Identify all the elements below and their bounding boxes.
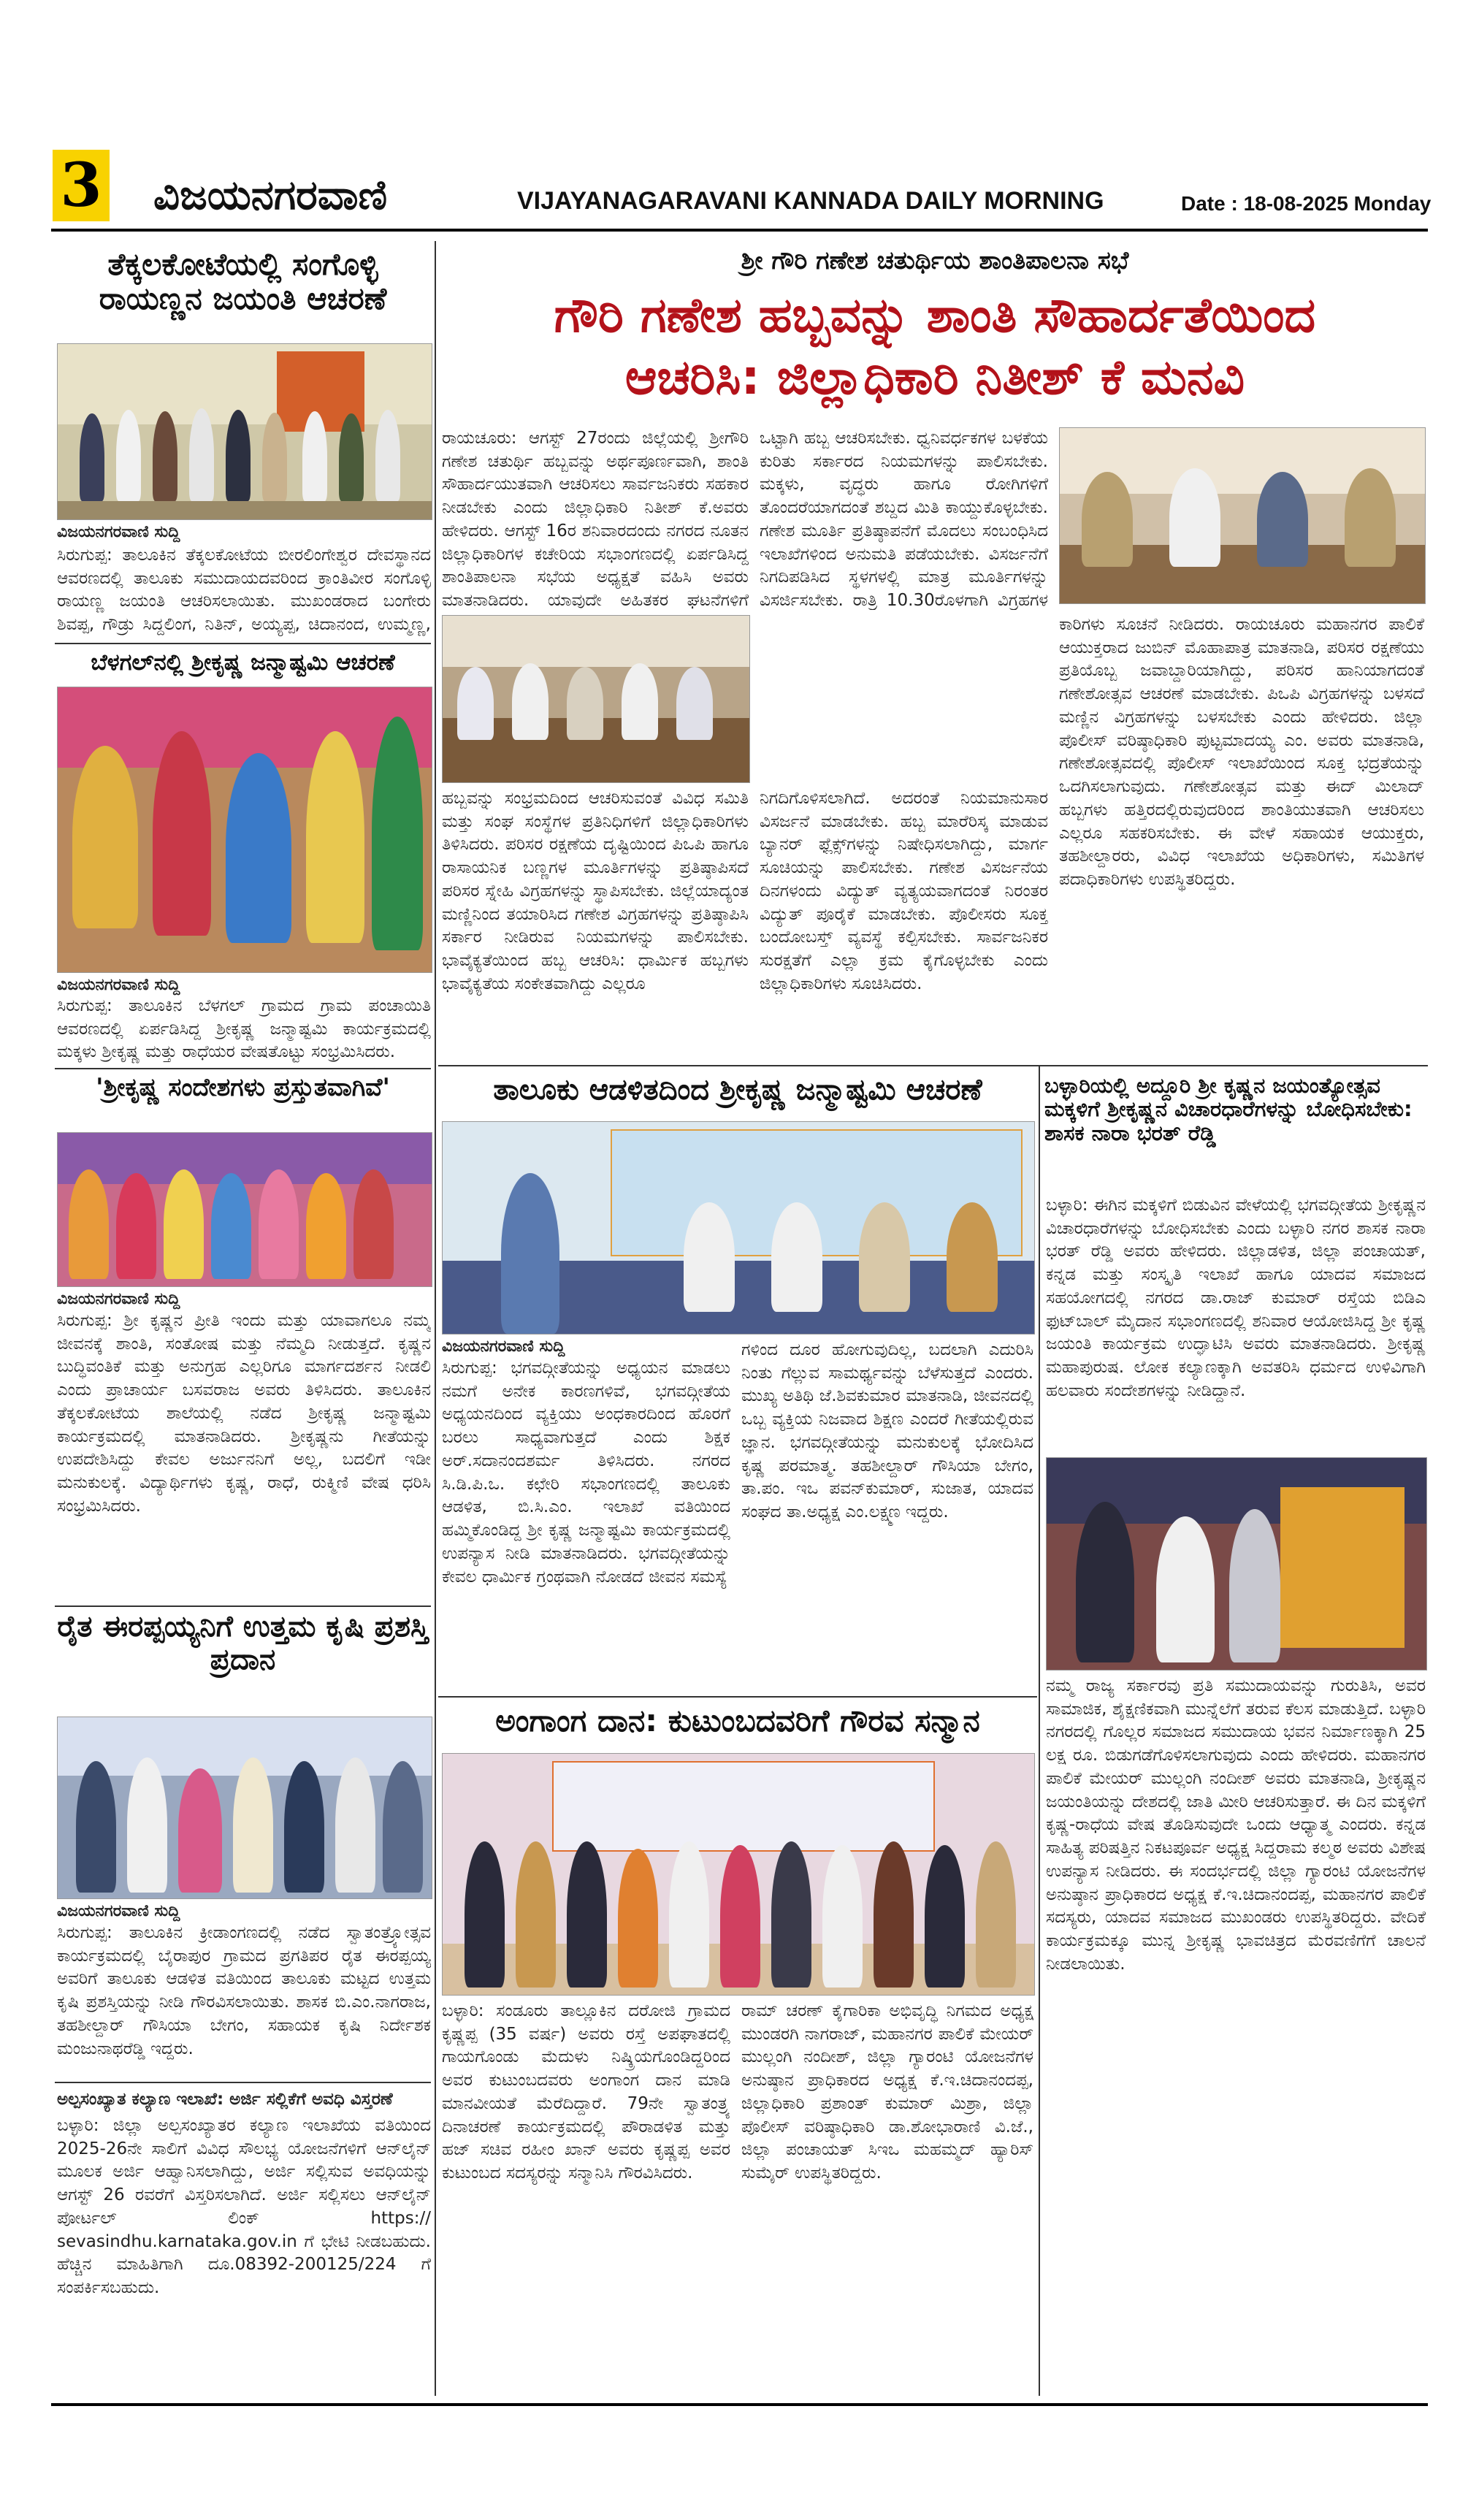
right-story1-headline: ಬಳ್ಳಾರಿಯಲ್ಲಿ ಅದ್ದೂರಿ ಶ್ರೀ ಕೃಷ್ಣನ ಜಯಂತ್ಯೋತ್ಸವ ಮಕ್ಕಳಿಗೆ ಶ್ರೀಕೃಷ್ಣನ ವಿಚಾರಧಾರೆಗಳನ್ನು ಬೋಧಿಸಬೇಕು: ಶಾಸಕ ನಾರಾ ಭರತ್ ರೆಡ್ಡಿ xyxy=(1044,1073,1413,1145)
left-story4-headline: ರೈತ ಈರಪ್ಪಯ್ಯನಿಗೆ ಉತ್ತಮ ಕೃಷಿ ಪ್ರಶಸ್ತಿ ಪ್ರದಾನ xyxy=(57,1610,429,1676)
center-story1-headline: ತಾಲೂಕು ಆಡಳಿತದಿಂದ ಶ್ರೀಕೃಷ್ಣ ಜನ್ಮಾಷ್ಟಮಿ ಆಚರಣೆ xyxy=(493,1073,982,1107)
lead-headline-line1: ಗೌರಿ ಗಣೇಶ ಹಬ್ಬವನ್ನು ಶಾಂತಿ ಸೌಹಾರ್ದತೆಯಿಂದ xyxy=(554,287,1316,343)
section-rule xyxy=(55,1605,431,1607)
section-rule xyxy=(55,643,431,644)
left-story2-headline: ಬೆಳಗಲ್‌ನಲ್ಲಿ ಶ್ರೀಕೃಷ್ಣ ಜನ್ಮಾಷ್ಟಮಿ ಆಚರಣೆ xyxy=(91,649,395,676)
left-story1-body: ಸಿರುಗುಪ್ಪ: ತಾಲೂಕಿನ ತೆಕ್ಕಲಕೋಟೆಯ ಬೀರಲಿಂಗೇಶ್ವರ ದೇವಸ್ಥಾನದ ಆವರಣದಲ್ಲಿ ತಾಲೂಕು ಸಮುದಾಯದವರಿಂದ ಕ್ರಾಂತಿವೀರ ಸಂಗೊಳ್ಳಿ ರಾಯಣ್ಣ ಜಯಂತಿ ಆಚರಿಸಲಾಯಿತು. ಮುಖಂಡರಾದ ಬಂಗೇರು ಶಿವಪ್ಪ, ಗೌಡ್ರು ಸಿದ್ದಲಿಂಗ, ನಿತಿನ್, ಅಯ್ಯಪ್ಪ, ಚಿದಾನಂದ, ಉಮ್ಮಣ್ಣ, xyxy=(57,546,431,635)
center-story1-col2: ಗಳಿಂದ ದೂರ ಹೋಗುವುದಿಲ್ಲ, ಬದಲಾಗಿ ಎದುರಿಸಿ ನಿಂತು ಗೆಲ್ಲುವ ಸಾಮರ್ಥ್ಯವನ್ನು ಬೆಳೆಸುತ್ತದೆ ಎಂದರು. ಮುಖ್ಯ ಅತಿಥಿ ಜೆ.ಶಿವಕುಮಾರ ಮಾತನಾಡಿ, ಜೀವನದಲ್ಲಿ ಒಬ್ಬ ವ್ಯಕ್ತಿಯ ನಿಜವಾದ ಶಿಕ್ಷಣ ಎಂದರೆ ಗೀತೆಯಲ್ಲಿರುವ ಜ್ಞಾನ. ಭಗವದ್ಗೀತೆಯನ್ನು ಮನುಕುಲಕ್ಕೆ ಭೋದಿಸಿದ ಕೃಷ್ಣ ಪರಮಾತ್ಮ. ತಹಶೀಲ್ದಾರ್ ಗೌಸಿಯಾ ಬೇಗಂ, ತಾ.ಪಂ. ಇಒ ಪವನ್‌ಕುಮಾರ್, ಸುಜಾತ, ಯಾದವ ಸಂಘದ ತಾ.ಅಧ್ಯಕ್ಷ ಎಂ.ಲಕ್ಷ್ಮಣ ಇದ್ದರು. xyxy=(741,1340,1033,1522)
left-story5-headline: ಅಲ್ಪಸಂಖ್ಯಾತ ಕಲ್ಯಾಣ ಇಲಾಖೆ: ಅರ್ಜಿ ಸಲ್ಲಿಕೆಗೆ ಅವಧಿ ವಿಸ್ತರಣೆ xyxy=(57,2090,393,2109)
section-rule xyxy=(438,1696,1037,1698)
lead-body-col1b: ಹಬ್ಬವನ್ನು ಸಂಭ್ರಮದಿಂದ ಆಚರಿಸುವಂತೆ ವಿವಿಧ ಸಮಿತಿ ಮತ್ತು ಸಂಘ ಸಂಸ್ಥೆಗಳ ಪ್ರತಿನಿಧಿಗಳಿಗೆ ಜಿಲ್ಲಾಧಿಕಾರಿಗಳು ತಿಳಿಸಿದರು. ಪರಿಸರ ರಕ್ಷಣೆಯ ದೃಷ್ಟಿಯಿಂದ ಪಿಒಪಿ ಹಾಗೂ ರಾಸಾಯನಿಕ ಬಣ್ಣಗಳ ಮೂರ್ತಿಗಳನ್ನು ಪ್ರತಿಷ್ಠಾಪಿಸದೆ ಪರಿಸರ ಸ್ನೇಹಿ ವಿಗ್ರಹಗಳನ್ನು ಸ್ಥಾಪಿಸಬೇಕು. ಜಿಲ್ಲೆಯಾದ್ಯಂತ ಮಣ್ಣಿನಿಂದ ತಯಾರಿಸಿದ ಗಣೇಶ ವಿಗ್ರಹಗಳನ್ನು ಪ್ರತಿಷ್ಠಾಪಿಸಿ ಸರ್ಕಾರ ನೀಡಿರುವ ನಿಯಮಗಳನ್ನು ಪಾಲಿಸಬೇಕು. ಭಾವೈಕ್ಯತೆಯಿಂದ ಹಬ್ಬ ಆಚರಿಸಿ: ಧಾರ್ಮಿಕ ಹಬ್ಬಗಳು ಭಾವೈಕ್ಯತೆಯ ಸಂಕೇತವಾಗಿದ್ದು ಎಲ್ಲರೂ xyxy=(442,789,749,993)
left-story3-body: ಸಿರುಗುಪ್ಪ: ಶ್ರೀ ಕೃಷ್ಣನ ಪ್ರೀತಿ ಇಂದು ಮತ್ತು ಯಾವಾಗಲೂ ನಮ್ಮ ಜೀವನಕ್ಕೆ ಶಾಂತಿ, ಸಂತೋಷ ಮತ್ತು ನೆಮ್ಮದಿ ನೀಡುತ್ತದೆ. ಕೃಷ್ಣನ ಬುದ್ಧಿವಂತಿಕೆ ಮತ್ತು ಅನುಗ್ರಹ ಎಲ್ಲರಿಗೂ ಮಾರ್ಗದರ್ಶನ ನೀಡಲಿ ಎಂದು ಪ್ರಾಚಾರ್ಯ ಬಸವರಾಜ ಅವರು ತಿಳಿಸಿದರು. ತಾಲೂಕಿನ ತೆಕ್ಕಲಕೋಟೆಯ ಶಾಲೆಯಲ್ಲಿ ನಡೆದ ಶ್ರೀಕೃಷ್ಣ ಜನ್ಮಾಷ್ಟಮಿ ಕಾರ್ಯಕ್ರಮದಲ್ಲಿ ಮಾತನಾಡಿದರು. ಶ್ರೀಕೃಷ್ಣನು ಗೀತೆಯನ್ನು ಉಪದೇಶಿಸಿದ್ದು ಕೇವಲ ಅರ್ಜುನನಿಗೆ ಅಲ್ಲ, ಬದಲಿಗೆ ಇಡೀ ಮನುಕುಲಕ್ಕೆ. ವಿದ್ಯಾರ್ಥಿಗಳು ಕೃಷ್ಣ, ರಾಧೆ, ರುಕ್ಮಿಣಿ ವೇಷ ಧರಿಸಿ ಸಂಭ್ರಮಿಸಿದರು. xyxy=(57,1311,431,1516)
center-story1-col1: ಸಿರುಗುಪ್ಪ: ಭಗವದ್ಗೀತೆಯನ್ನು ಅಧ್ಯಯನ ಮಾಡಲು ನಮಗೆ ಅನೇಕ ಕಾರಣಗಳಿವೆ, ಭಗವದ್ಗೀತೆಯ ಅಧ್ಯಯನದಿಂದ ವ್ಯಕ್ತಿಯು ಅಂಧಕಾರದಿಂದ ಹೊರಗೆ ಬರಲು ಸಾಧ್ಯವಾಗುತ್ತದೆ ಎಂದು ಶಿಕ್ಷಕ ಅರ್.ಸದಾನಂದಶರ್ಮ ತಿಳಿಸಿದರು. ನಗರದ ಸಿ.ಡಿ.ಪಿ.ಒ. ಕಛೇರಿ ಸಭಾಂಗಣದಲ್ಲಿ ತಾಲೂಕು ಆಡಳಿತ, ಬಿ.ಸಿ.ಎಂ. ಇಲಾಖೆ ವತಿಯಿಂದ ಹಮ್ಮಿಕೊಂಡಿದ್ದ ಶ್ರೀ ಕೃಷ್ಣ ಜನ್ಮಾಷ್ಟಮಿ ಕಾರ್ಯಕ್ರಮದಲ್ಲಿ ಉಪನ್ಯಾಸ ನೀಡಿ ಮಾತನಾಡಿದರು. ಭಗವದ್ಗೀತೆಯನ್ನು ಕೇವಲ ಧಾರ್ಮಿಕ ಗ್ರಂಥವಾಗಿ ನೋಡದೆ ಜೀವನ ಸಮಸ್ಯೆ xyxy=(442,1359,730,1587)
left-story1-photo xyxy=(57,343,432,520)
left-story4-body: ಸಿರುಗುಪ್ಪ: ತಾಲೂಕಿನ ಕ್ರೀಡಾಂಗಣದಲ್ಲಿ ನಡೆದ ಸ್ವಾತಂತ್ರ್ಯೋತ್ಸವ ಕಾರ್ಯಕ್ರಮದಲ್ಲಿ ಬೈರಾಪುರ ಗ್ರಾಮದ ಪ್ರಗತಿಪರ ರೈತ ಈರಪ್ಪಯ್ಯ ಅವರಿಗೆ ತಾಲೂಕು ಆಡಳಿತ ವತಿಯಿಂದ ತಾಲೂಕು ಮಟ್ಟದ ಉತ್ತಮ ಕೃಷಿ ಪ್ರಶಸ್ತಿಯನ್ನು ನೀಡಿ ಗೌರವಿಸಲಾಯಿತು. ಶಾಸಕ ಬಿ.ಎಂ.ನಾಗರಾಜ, ತಹಶೀಲ್ದಾರ್ ಗೌಸಿಯಾ ಬೇಗಂ, ಸಹಾಯಕ ಕೃಷಿ ನಿರ್ದೇಶಕ ಮಂಜುನಾಥರೆಡ್ಡಿ ಇದ್ದರು. xyxy=(57,1923,431,2058)
lead-kicker: ಶ್ರೀ ಗೌರಿ ಗಣೇಶ ಚತುರ್ಥಿಯ ಶಾಂತಿಪಾಲನಾ ಸಭೆ xyxy=(741,246,1129,275)
lead-headline-line2: ಆಚರಿಸಿ: ಜಿಲ್ಲಾಧಿಕಾರಿ ನಿತೀಶ್ ಕೆ ಮನವಿ xyxy=(624,349,1245,405)
lead-meeting-photo xyxy=(442,615,750,783)
left-story3-photo xyxy=(57,1132,432,1287)
left-story2-body: ಸಿರುಗುಪ್ಪ: ತಾಲೂಕಿನ ಬೆಳಗಲ್ ಗ್ರಾಮದ ಗ್ರಾಮ ಪಂಚಾಯಿತಿ ಆವರಣದಲ್ಲಿ ಏರ್ಪಡಿಸಿದ್ದ ಶ್ರೀಕೃಷ್ಣ ಜನ್ಮಾಷ್ಟಮಿ ಕಾರ್ಯಕ್ರಮದಲ್ಲಿ ಮಕ್ಕಳು ಶ್ರೀಕೃಷ್ಣ ಮತ್ತು ರಾಧೆಯರ ವೇಷತೊಟ್ಟು ಸಂಭ್ರಮಿಸಿದರು. xyxy=(57,996,431,1062)
masthead-english: VIJAYANAGARAVANI KANNADA DAILY MORNING xyxy=(517,187,1104,215)
left-story4-photo xyxy=(57,1717,432,1899)
lead-body-col2: ಒಟ್ಟಾಗಿ ಹಬ್ಬ ಆಚರಿಸಬೇಕು. ಧ್ವನಿವರ್ಧಕಗಳ ಬಳಕೆಯ ಕುರಿತು ಸರ್ಕಾರದ ನಿಯಮಗಳನ್ನು ಪಾಲಿಸಬೇಕು. ಮಕ್ಕಳು, ವೃದ್ಧರು ಹಾಗೂ ರೋಗಿಗಳಿಗೆ ತೊಂದರೆಯಾಗದಂತೆ ಶಬ್ದದ ಮಿತಿ ಕಾಯ್ದುಕೊಳ್ಳಬೇಕು. ಗಣೇಶ ಮೂರ್ತಿ ಪ್ರತಿಷ್ಠಾಪನೆಗೆ ಮೊದಲು ಸಂಬಂಧಿಸಿದ ಇಲಾಖೆಗಳಿಂದ ಅನುಮತಿ ಪಡೆಯಬೇಕು. ವಿಸರ್ಜನೆಗೆ ನಿಗದಿಪಡಿಸಿದ ಸ್ಥಳಗಳಲ್ಲಿ ಮಾತ್ರ ಮೂರ್ತಿಗಳನ್ನು ವಿಸರ್ಜಿಸಬೇಕು. ರಾತ್ರಿ 10.30ರೊಳಗಾಗಿ ವಿಗ್ರಹಗಳ xyxy=(760,429,1048,610)
center-story1-byline: ವಿಜಯನಗರವಾಣಿ ಸುದ್ದಿ xyxy=(442,1337,565,1356)
page-number: 3 xyxy=(53,150,110,221)
lead-body-col2b: ನಿಗದಿಗೊಳಿಸಲಾಗಿದೆ. ಅದರಂತೆ ನಿಯಮಾನುಸಾರ ವಿಸರ್ಜನೆ ಮಾಡಬೇಕು. ಹಬ್ಬ ಮಾರೆರಿಸ್ಕ ಮಾಡುವ ಬ್ಯಾನರ್ ಫ್ಲೆಕ್ಸ್‌ಗಳನ್ನು ನಿಷೇಧಿಸಲಾಗಿದ್ದು, ಮಾರ್ಗ ಸೂಚಿಯನ್ನು ಪಾಲಿಸಬೇಕು. ಗಣೇಶ ವಿಸರ್ಜನೆಯ ದಿನಗಳಂದು ವಿದ್ಯುತ್ ವ್ಯತ್ಯಯವಾಗದಂತೆ ನಿರಂತರ ವಿದ್ಯುತ್ ಪೂರೈಕೆ ಮಾಡಬೇಕು. ಪೊಲೀಸರು ಸೂಕ್ತ ಬಂದೋಬಸ್ತ್ ವ್ಯವಸ್ಥೆ ಕಲ್ಪಿಸಬೇಕು. ಸಾರ್ವಜನಿಕರ ಸುರಕ್ಷತೆಗೆ ಎಲ್ಲಾ ಕ್ರಮ ಕೈಗೊಳ್ಳಬೇಕು ಎಂದು ಜಿಲ್ಲಾಧಿಕಾರಿಗಳು ಸೂಚಿಸಿದರು. xyxy=(760,789,1048,993)
center-story1-photo xyxy=(442,1121,1035,1335)
center-story2-headline: ಅಂಗಾಂಗ ದಾನ: ಕುಟುಂಬದವರಿಗೆ ಗೌರವ ಸನ್ಮಾನ xyxy=(495,1703,980,1738)
header-rule xyxy=(51,229,1428,232)
right-story1-body: ಬಳ್ಳಾರಿ: ಈಗಿನ ಮಕ್ಕಳಿಗೆ ಬಿಡುವಿನ ವೇಳೆಯಲ್ಲಿ ಭಗವದ್ಗೀತೆಯ ಶ್ರೀಕೃಷ್ಣನ ವಿಚಾರಧಾರೆಗಳನ್ನು ಬೋಧಿಸಬೇಕು ಎಂದು ಬಳ್ಳಾರಿ ನಗರ ಶಾಸಕ ನಾರಾ ಭರತ್ ರೆಡ್ಡಿ ಅವರು ಹೇಳಿದರು. ಜಿಲ್ಲಾಡಳಿತ, ಜಿಲ್ಲಾ ಪಂಚಾಯತ್, ಕನ್ನಡ ಮತ್ತು ಸಂಸ್ಕೃತಿ ಇಲಾಖೆ ಹಾಗೂ ಯಾದವ ಸಮಾಜದ ಸಹಯೋಗದಲ್ಲಿ ನಗರದ ಡಾ.ರಾಜ್ ಕುಮಾರ್ ರಸ್ತೆಯ ಬಿಡಿಎ ಫುಟ್‌ಬಾಲ್ ಮೈದಾನ ಸಭಾಂಗಣದಲ್ಲಿ ಶನಿವಾರ ಆಯೋಜಿಸಿದ್ದ ಶ್ರೀ ಕೃಷ್ಣ ಜಯಂತಿ ಕಾರ್ಯಕ್ರಮ ಉದ್ಘಾಟಿಸಿ ಅವರು ಮಾತನಾಡಿದರು. ಶ್ರೀಕೃಷ್ಣ ಮಹಾಪುರುಷ. ಲೋಕ ಕಲ್ಯಾಣಕ್ಕಾಗಿ ಅವತರಿಸಿ ಧರ್ಮದ ಉಳಿವಿಗಾಗಿ ಹಲವಾರು ಸಂದೇಶಗಳನ್ನು ನೀಡಿದ್ದಾನೆ. xyxy=(1046,1196,1426,1400)
lead-body-col3: ಕಾರಿಗಳು ಸೂಚನೆ ನೀಡಿದರು. ರಾಯಚೂರು ಮಹಾನಗರ ಪಾಲಿಕೆ ಆಯುಕ್ತರಾದ ಜುಬಿನ್ ಮೊಹಾಪಾತ್ರ ಮಾತನಾಡಿ, ಪರಿಸರ ರಕ್ಷಣೆಯು ಪ್ರತಿಯೊಬ್ಬ ಜವಾಬ್ದಾರಿಯಾಗಿದ್ದು, ಪರಿಸರ ಹಾನಿಯಾಗದಂತೆ ಗಣೇಶೋತ್ಸವ ಆಚರಣೆ ಮಾಡಬೇಕು. ಪಿಒಪಿ ವಿಗ್ರಹಗಳನ್ನು ಬಳಸದೆ ಮಣ್ಣಿನ ವಿಗ್ರಹಗಳನ್ನು ಬಳಸಬೇಕು ಎಂದು ಹೇಳಿದರು. ಜಿಲ್ಲಾ ಪೊಲೀಸ್ ವರಿಷ್ಠಾಧಿಕಾರಿ ಪುಟ್ಟಮಾದಯ್ಯ ಎಂ. ಅವರು ಮಾತನಾಡಿ, ಗಣೇಶೋತ್ಸವದಲ್ಲಿ ಪೊಲೀಸ್ ಇಲಾಖೆಯಿಂದ ಸೂಕ್ತ ಭದ್ರತೆಯನ್ನು ಒದಗಿಸಲಾಗುವುದು. ಗಣೇಶೋತ್ಸವ ಮತ್ತು ಈದ್ ಮಿಲಾದ್ ಹಬ್ಬಗಳು ಹತ್ತಿರದಲ್ಲಿರುವುದರಿಂದ ಶಾಂತಿಯುತವಾಗಿ ಆಚರಿಸಲು ಎಲ್ಲರೂ ಸಹಕರಿಸಬೇಕು. ಈ ವೇಳೆ ಸಹಾಯಕ ಆಯುಕ್ತರು, ತಹಶೀಲ್ದಾರರು, ವಿವಿಧ ಇಲಾಖೆಯ ಅಧಿಕಾರಿಗಳು, ಸಮಿತಿಗಳ ಪದಾಧಿಕಾರಿಗಳು ಉಪಸ್ಥಿತರಿದ್ದರು. xyxy=(1059,615,1424,890)
left-story1-headline: ತೆಕ್ಕಲಕೋಟೆಯಲ್ಲಿ ಸಂಗೊಳ್ಳಿ ರಾಯಣ್ಣನ ಜಯಂತಿ ಆಚರಣೆ xyxy=(99,246,387,317)
left-story3-byline: ವಿಜಯನಗರವಾಣಿ ಸುದ್ದಿ xyxy=(57,1290,180,1308)
column-divider xyxy=(1039,1066,1040,2396)
section-rule xyxy=(438,1065,1428,1066)
left-story4-byline: ವಿಜಯನಗರವಾಣಿ ಸುದ್ದಿ xyxy=(57,1902,180,1920)
right-story1-photo xyxy=(1046,1457,1427,1671)
left-story1-byline: ವಿಜಯನಗರವಾಣಿ ಸುದ್ದಿ xyxy=(57,523,180,541)
section-rule xyxy=(55,2082,431,2083)
center-story2-col2: ರಾಮ್ ಚರಣ್ ಕೈಗಾರಿಕಾ ಅಭಿವೃದ್ಧಿ ನಿಗಮದ ಅಧ್ಯಕ್ಷ ಮುಂಡರಗಿ ನಾಗರಾಜ್, ಮಹಾನಗರ ಪಾಲಿಕೆ ಮೇಯರ್ ಮುಲ್ಲಂಗಿ ನಂದೀಶ್, ಜಿಲ್ಲಾ ಗ್ಯಾರಂಟಿ ಯೋಜನೆಗಳ ಅನುಷ್ಠಾನ ಪ್ರಾಧಿಕಾರದ ಅಧ್ಯಕ್ಷ ಕೆ.ಇ.ಚಿದಾನಂದಪ್ಪ, ಜಿಲ್ಲಾಧಿಕಾರಿ ಪ್ರಶಾಂತ್ ಕುಮಾರ್ ಮಿಶ್ರಾ, ಜಿಲ್ಲಾ ಪೊಲೀಸ್ ವರಿಷ್ಠಾಧಿಕಾರಿ ಡಾ.ಶೋಭಾರಾಣಿ ವಿ.ಜೆ., ಜಿಲ್ಲಾ ಪಂಚಾಯತ್ ಸಿಇಒ ಮಹಮ್ಮದ್ ಹ್ಯಾರಿಸ್ ಸುಮೈರ್ ಉಪಸ್ಥಿತರಿದ್ದರು. xyxy=(741,2001,1033,2183)
center-story2-photo xyxy=(442,1753,1035,1996)
left-story2-photo xyxy=(57,687,432,973)
left-story5-body: ಬಳ್ಳಾರಿ: ಜಿಲ್ಲಾ ಅಲ್ಪಸಂಖ್ಯಾತರ ಕಲ್ಯಾಣ ಇಲಾಖೆಯ ವತಿಯಿಂದ 2025-26ನೇ ಸಾಲಿಗೆ ವಿವಿಧ ಸೌಲಭ್ಯ ಯೋಜನೆಗಳಿಗೆ ಆನ್‌ಲೈನ್ ಮೂಲಕ ಅರ್ಜಿ ಆಹ್ವಾನಿಸಲಾಗಿದ್ದು, ಅರ್ಜಿ ಸಲ್ಲಿಸುವ ಅವಧಿಯನ್ನು ಆಗಸ್ಟ್ 26 ರವರೆಗೆ ವಿಸ್ತರಿಸಲಾಗಿದೆ. ಅರ್ಜಿ ಸಲ್ಲಿಸಲು ಆನ್‌ಲೈನ್ ಪೋರ್ಟಲ್ ಲಿಂಕ್ https:// sevasindhu.karnataka.gov.in ಗೆ ಭೇಟಿ ನೀಡಬಹುದು. ಹೆಚ್ಚಿನ ಮಾಹಿತಿಗಾಗಿ ದೂ.08392-200125/224 ಗೆ ಸಂಪರ್ಕಿಸಬಹುದು. xyxy=(57,2116,431,2298)
left-story3-headline: 'ಶ್ರೀಕೃಷ್ಣ ಸಂದೇಶಗಳು ಪ್ರಸ್ತುತವಾಗಿವೆ' xyxy=(96,1073,390,1102)
center-story2-col1: ಬಳ್ಳಾರಿ: ಸಂಡೂರು ತಾಲ್ಲೂಕಿನ ದರೋಜಿ ಗ್ರಾಮದ ಕೃಷ್ಣಪ್ಪ (35 ವರ್ಷ) ಅವರು ರಸ್ತೆ ಅಪಘಾತದಲ್ಲಿ ಗಾಯಗೊಂಡು ಮೆದುಳು ನಿಷ್ಕ್ರಿಯಗೊಂಡಿದ್ದರಿಂದ ಅವರ ಕುಟುಂಬದವರು ಅಂಗಾಂಗ ದಾನ ಮಾಡಿ ಮಾನವೀಯತೆ ಮೆರೆದಿದ್ದಾರೆ. 79ನೇ ಸ್ವಾತಂತ್ರ್ಯ ದಿನಾಚರಣೆ ಕಾರ್ಯಕ್ರಮದಲ್ಲಿ ಪೌರಾಡಳಿತ ಮತ್ತು ಹಜ್ ಸಚಿವ ರಹೀಂ ಖಾನ್ ಅವರು ಕೃಷ್ಣಪ್ಪ ಅವರ ಕುಟುಂಬದ ಸದಸ್ಯರನ್ನು ಸನ್ಮಾನಿಸಿ ಗೌರವಿಸಿದರು. xyxy=(442,2001,730,2183)
lead-officials-photo xyxy=(1059,427,1426,604)
footer-rule xyxy=(51,2403,1428,2406)
issue-date: Date : 18-08-2025 Monday xyxy=(1181,192,1432,215)
column-divider xyxy=(435,241,436,2396)
right-story1-body-b: ನಮ್ಮ ರಾಜ್ಯ ಸರ್ಕಾರವು ಪ್ರತಿ ಸಮುದಾಯವನ್ನು ಗುರುತಿಸಿ, ಅವರ ಸಾಮಾಜಿಕ, ಶೈಕ್ಷಣಿಕವಾಗಿ ಮುನ್ನೆಲೆಗೆ ತರುವ ಕೆಲಸ ಮಾಡುತ್ತಿದೆ. ಬಳ್ಳಾರಿ ನಗರದಲ್ಲಿ ಗೊಲ್ಲರ ಸಮಾಜದ ಸಮುದಾಯ ಭವನ ನಿರ್ಮಾಣಕ್ಕಾಗಿ 25 ಲಕ್ಷ ರೂ. ಬಿಡುಗಡೆಗೊಳಿಸಲಾಗುವುದು ಎಂದು ಹೇಳಿದರು. ಮಹಾನಗರ ಪಾಲಿಕೆ ಮೇಯರ್ ಮುಲ್ಲಂಗಿ ನಂದೀಶ್ ಅವರು ಮಾತನಾಡಿ, ಶ್ರೀಕೃಷ್ಣನ ಜಯಂತಿಯನ್ನು ದೇಶದಲ್ಲಿ ಜಾತಿ ಮೀರಿ ಆಚರಿಸುತ್ತಾರೆ. ಈ ದಿನ ಮಕ್ಕಳಿಗೆ ಕೃಷ್ಣ-ರಾಧೆಯ ವೇಷ ತೊಡಿಸುವುದೇ ಒಂದು ಆಧ್ಯಾತ್ಮ ಎಂದರು. ಕನ್ನಡ ಸಾಹಿತ್ಯ ಪರಿಷತ್ತಿನ ನಿಕಟಪೂರ್ವ ಅಧ್ಯಕ್ಷ ಸಿದ್ದರಾಮ ಕಲ್ಮಠ ಅವರು ವಿಶೇಷ ಉಪನ್ಯಾಸ ನೀಡಿದರು. ಈ ಸಂದರ್ಭದಲ್ಲಿ ಜಿಲ್ಲಾ ಗ್ಯಾರಂಟಿ ಯೋಜನೆಗಳ ಅನುಷ್ಠಾನ ಪ್ರಾಧಿಕಾರದ ಅಧ್ಯಕ್ಷ ಕೆ.ಇ.ಚಿದಾನಂದಪ್ಪ, ಮಹಾನಗರ ಪಾಲಿಕೆ ಸದಸ್ಯರು, ಯಾದವ ಸಮಾಜದ ಮುಖಂಡರು ಉಪಸ್ಥಿತರಿದ್ದರು. ವೇದಿಕೆ ಕಾರ್ಯಕ್ರಮಕ್ಕೂ ಮುನ್ನ ಶ್ರೀಕೃಷ್ಣ ಭಾವಚಿತ್ರದ ಮೆರವಣಿಗೆಗೆ ಚಾಲನೆ ನೀಡಲಾಯಿತು. xyxy=(1046,1676,1426,1974)
masthead-kannada: ವಿಜಯನಗರವಾಣಿ xyxy=(153,172,388,219)
lead-body-col1: ರಾಯಚೂರು: ಆಗಸ್ಟ್ 27ರಂದು ಜಿಲ್ಲೆಯಲ್ಲಿ ಶ್ರೀಗೌರಿ ಗಣೇಶ ಚತುರ್ಥಿ ಹಬ್ಬವನ್ನು ಅರ್ಥಪೂರ್ಣವಾಗಿ, ಶಾಂತಿ ಸೌಹಾರ್ದಯುತವಾಗಿ ಆಚರಿಸಲು ಸಾರ್ವಜನಿಕರು ಸಹಕಾರ ನೀಡಬೇಕು ಎಂದು ಜಿಲ್ಲಾಧಿಕಾರಿ ನಿತೀಶ್ ಕೆ.ಅವರು ಹೇಳಿದರು. ಆಗಸ್ಟ್ 16ರ ಶನಿವಾರದಂದು ನಗರದ ನೂತನ ಜಿಲ್ಲಾಧಿಕಾರಿಗಳ ಕಚೇರಿಯ ಸಭಾಂಗಣದಲ್ಲಿ ಏರ್ಪಡಿಸಿದ್ದ ಶಾಂತಿಪಾಲನಾ ಸಭೆಯ ಅಧ್ಯಕ್ಷತೆ ವಹಿಸಿ ಅವರು ಮಾತನಾಡಿದರು. ಯಾವುದೇ ಅಹಿತಕರ ಘಟನೆಗಳಿಗೆ xyxy=(442,429,749,610)
section-rule xyxy=(55,1068,431,1069)
left-story2-byline: ವಿಜಯನಗರವಾಣಿ ಸುದ್ದಿ xyxy=(57,976,180,994)
